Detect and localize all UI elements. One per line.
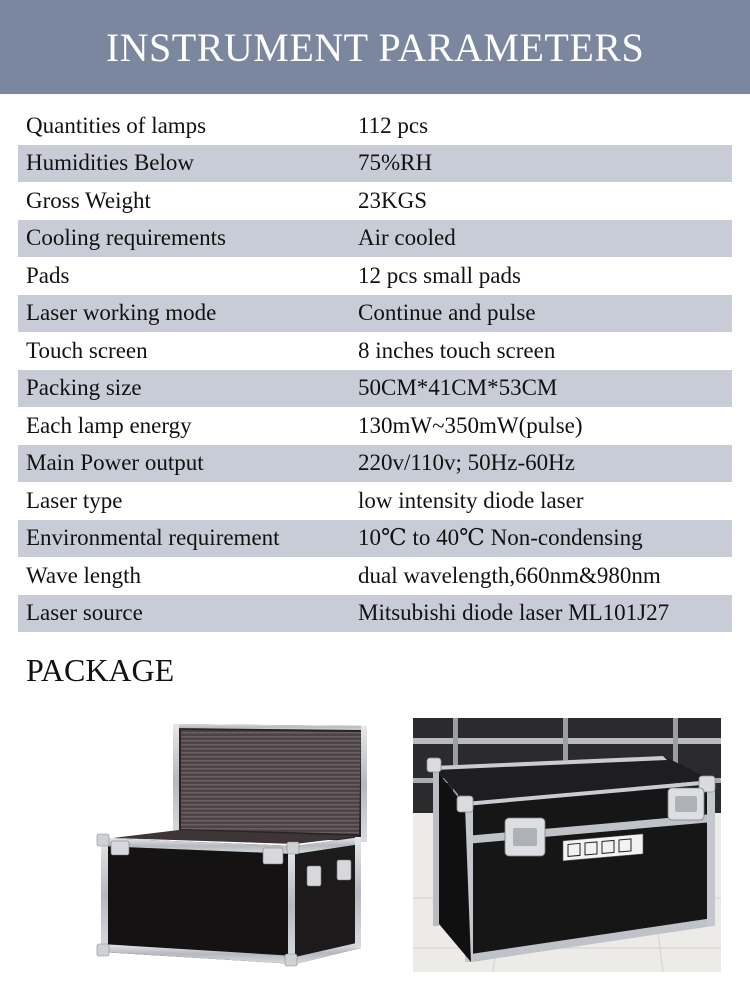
parameter-value: Continue and pulse — [358, 300, 536, 326]
parameter-row — [18, 557, 732, 595]
parameter-label: Laser type — [26, 487, 123, 513]
parameter-row — [18, 595, 732, 633]
parameter-value: 112 pcs — [358, 112, 429, 138]
parameter-row — [18, 107, 732, 145]
header-banner — [0, 0, 750, 94]
parameter-label: Wave length — [26, 562, 142, 588]
parameter-label: Gross Weight — [26, 187, 151, 213]
parameter-row — [18, 257, 732, 295]
parameter-value: Air cooled — [358, 225, 456, 251]
parameters-table — [18, 107, 732, 632]
parameter-value: 75%RH — [358, 150, 433, 176]
page-title: INSTRUMENT PARAMETERS — [105, 24, 645, 70]
parameter-label: Laser working mode — [26, 300, 217, 326]
parameter-label: Touch screen — [26, 337, 148, 363]
parameter-label: Cooling requirements — [26, 225, 226, 251]
parameter-label: Pads — [26, 262, 70, 288]
parameter-label: Environmental requirement — [26, 525, 280, 551]
parameter-value: 12 pcs small pads — [358, 262, 521, 288]
parameter-label: Each lamp energy — [26, 412, 192, 438]
parameter-row — [18, 482, 732, 520]
parameter-row — [18, 370, 732, 408]
package-heading: PACKAGE — [26, 652, 175, 688]
parameter-value: Mitsubishi diode laser ML101J27 — [358, 600, 670, 626]
parameter-label: Humidities Below — [26, 150, 195, 176]
parameter-row — [18, 182, 732, 220]
parameter-row — [18, 520, 732, 558]
parameter-value: dual wavelength,660nm&980nm — [358, 562, 661, 588]
parameter-value: 50CM*41CM*53CM — [358, 375, 558, 401]
parameter-value: low intensity diode laser — [358, 487, 584, 513]
parameter-value: 8 inches touch screen — [358, 337, 556, 363]
parameter-row — [18, 407, 732, 445]
closed-case-photo — [413, 718, 721, 972]
parameter-value: 23KGS — [358, 187, 428, 213]
parameter-row — [18, 145, 732, 183]
parameter-value: 10℃ to 40℃ Non-condensing — [358, 525, 643, 551]
parameter-value: 220v/110v; 50Hz-60Hz — [358, 450, 575, 476]
parameter-row — [18, 332, 732, 370]
parameter-row — [18, 220, 732, 258]
parameter-value: 130mW~350mW(pulse) — [358, 412, 583, 438]
parameter-label: Laser source — [26, 600, 143, 626]
parameter-row — [18, 445, 732, 483]
parameter-row — [18, 295, 732, 333]
parameter-label: Quantities of lamps — [26, 112, 207, 138]
parameter-label: Packing size — [26, 375, 142, 401]
open-case-photo — [95, 716, 380, 971]
parameter-label: Main Power output — [26, 450, 204, 476]
